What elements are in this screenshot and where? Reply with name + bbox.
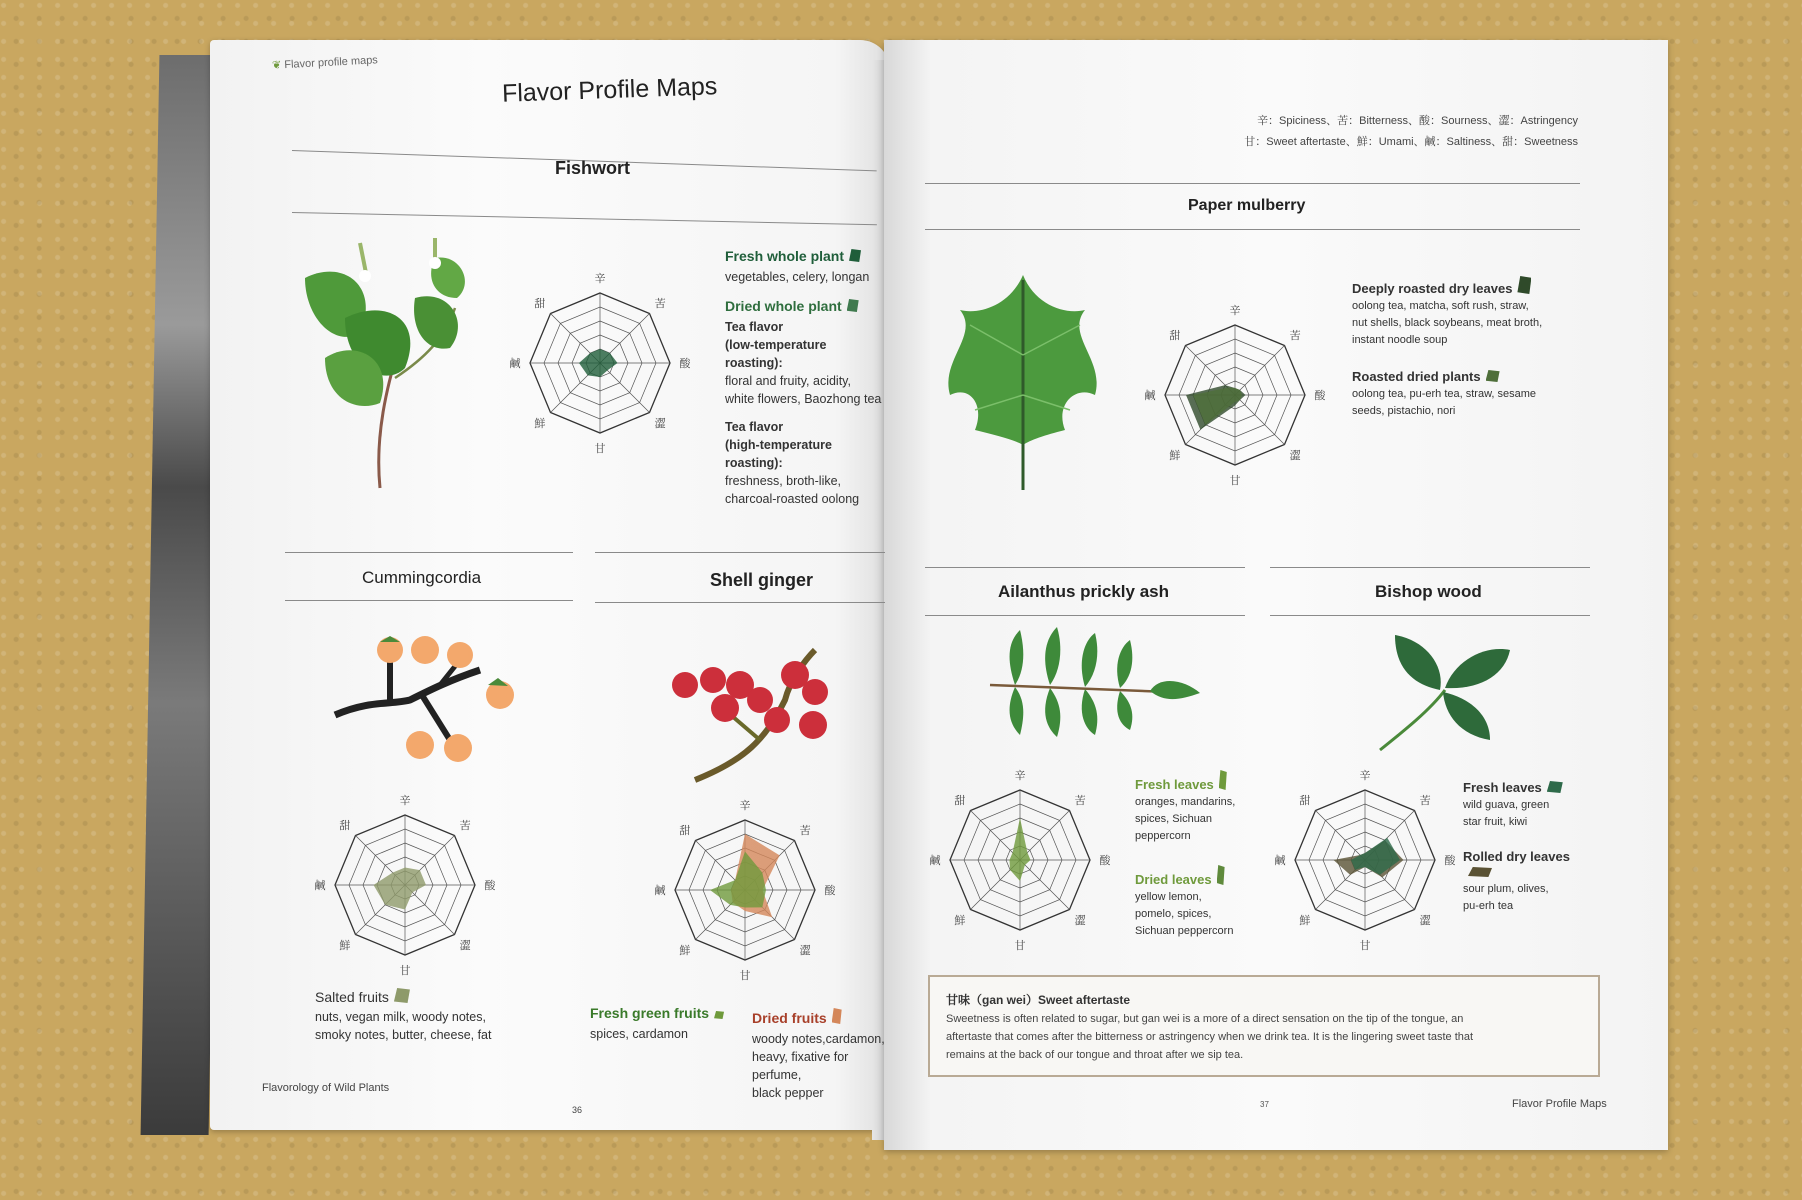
legend-note: oolong tea, pu-erh tea, straw, sesame seeds, pistachio, nori [1352,388,1537,417]
paper-mulberry-radar-chart [1145,290,1325,500]
legend-note: oranges, mandarins, spices, Sichuan peppercorn [1135,796,1236,842]
radar-axis-label: 辛 [399,794,411,807]
section-title-ailanthus: Ailanthus prickly ash [998,582,1169,601]
radar-axis-label: 辛 [739,799,751,812]
legend-item: Dried whole plant [725,298,885,314]
radar-profile-area [579,349,618,377]
radar-axis-label: 甘 [399,964,411,977]
legend-item: Roasted dried plants [1352,369,1592,384]
flavor-key-line2: 甘：Sweet aftertaste、鮮：Umami、鹹：Saltiness、甜：Sweetness [1244,136,1578,148]
radar-axis-label: 甘 [1014,939,1026,952]
legend-item: Rolled dry leaves [1463,849,1598,879]
bishop-wood-illustration [1375,630,1515,755]
legend-swatch-icon [1486,370,1500,382]
section-rule [285,552,573,553]
legend-swatch-icon [714,1011,724,1019]
section-rule [595,602,885,603]
ailanthus-legend [1135,770,1275,940]
shell-ginger-legend-fresh [590,1005,740,1043]
footer-right: Flavor Profile Maps [1512,1098,1607,1110]
radar-axis-label: 酸 [1099,854,1110,867]
legend-swatch-icon [832,1008,842,1024]
radar-axis-label: 酸 [1314,389,1325,402]
radar-axis-label: 甘 [594,442,606,455]
legend-swatch-icon [1517,276,1531,294]
section-rule [1270,567,1590,568]
radar-axis-label: 甜 [534,296,546,310]
shell-ginger-radar-chart [655,785,835,995]
radar-axis-label: 酸 [484,879,495,892]
section-rule [925,183,1580,184]
radar-axis-label: 鹹 [655,884,666,897]
radar-axis-label: 苦 [654,296,666,310]
radar-axis-label: 鮮 [679,944,691,958]
radar-axis-label: 鹹 [1145,389,1156,402]
legend-item: Fresh whole plant [725,248,885,264]
legend-swatch-icon [847,299,859,312]
legend-swatch-icon [1219,770,1227,790]
shell-ginger-legend-dried [752,1008,892,1102]
radar-axis-label: 甘 [1229,474,1241,487]
radar-axis-label: 苦 [799,823,811,837]
cummingcordia-legend [315,988,545,1044]
fishwort-legend [725,248,885,508]
fishwort-radar-chart [510,258,690,468]
page-number-left: 36 [572,1105,583,1115]
radar-axis-label: 澀 [654,417,666,431]
legend-item: Fresh leaves [1135,770,1275,792]
leaf-icon: ❦ [271,59,285,72]
radar-axis-label: 辛 [594,272,606,285]
ailanthus-radar-chart [930,755,1110,965]
legend-item: Fresh green fruits [590,1005,740,1021]
legend-note: oolong tea, matcha, soft rush, straw, nut shells, black soybeans, meat broth, instant noodle soup [1352,300,1543,346]
radar-axis-label: 鹹 [315,879,326,892]
section-title-bishop-wood: Bishop wood [1375,582,1482,601]
bishop-wood-radar-chart [1275,755,1455,965]
paper-mulberry-illustration [935,265,1110,495]
flavor-key-line1: 辛：Spiciness、苦：Bitterness、酸：Sourness、澀：Astringency [1257,115,1578,127]
legend-item: Deeply roasted dry leaves [1352,276,1592,296]
legend-item: Fresh leaves [1463,780,1598,795]
radar-axis-label: 辛 [1229,304,1241,317]
section-rule [285,600,573,601]
running-head: ❦ Flavor profile maps [271,54,379,72]
radar-axis-label: 甜 [339,818,351,832]
bishop-wood-legend [1463,780,1598,915]
radar-axis-label: 鹹 [1275,854,1286,867]
legend-swatch-icon [1217,865,1225,885]
radar-axis-label: 苦 [1074,793,1086,807]
radar-axis-label: 鮮 [954,914,966,928]
legend-note: spices, cardamon [590,1027,688,1041]
radar-axis-label: 澀 [799,944,811,958]
legend-swatch-icon [1547,781,1563,793]
legend-swatch-icon [849,249,861,262]
section-title-paper-mulberry: Paper mulberry [1188,197,1306,214]
legend-item: Salted fruits [315,988,545,1005]
radar-axis-label: 甜 [679,823,691,837]
radar-axis-label: 鮮 [1299,914,1311,928]
section-rule [925,615,1245,616]
legend-note: yellow lemon, pomelo, spices, Sichuan peppercorn [1135,891,1234,937]
shell-ginger-illustration [665,640,850,790]
radar-axis-label: 酸 [824,884,835,897]
section-rule [1270,615,1590,616]
footer-left: Flavorology of Wild Plants [262,1082,390,1094]
page-number-right: 37 [1260,1100,1269,1109]
radar-axis-label: 鹹 [510,357,521,370]
legend-note: woody notes,cardamon, heavy, fixative for perfume, black pepper [752,1032,885,1100]
legend-note: nuts, vegan milk, woody notes, smoky notes, butter, cheese, fat [315,1010,492,1042]
radar-axis-label: 鹹 [930,854,941,867]
info-box-line: aftertaste that comes after the bitterness or astringency when we drink tea. It is the lingering sweet taste that [946,1031,1474,1043]
radar-axis-label: 酸 [679,357,690,370]
radar-axis-label: 苦 [1289,328,1301,342]
legend-note: vegetables, celery, longan [725,270,870,284]
paper-mulberry-legend [1352,276,1592,420]
radar-axis-label: 辛 [1359,769,1371,782]
legend-note: sour plum, olives, pu-erh tea [1463,883,1549,912]
radar-axis-label: 甜 [1169,328,1181,342]
legend-swatch-icon [1468,867,1492,877]
radar-axis-label: 澀 [1074,914,1086,928]
radar-axis-label: 辛 [1014,769,1026,782]
legend-item: Dried leaves [1135,865,1275,887]
radar-axis-label: 澀 [1289,449,1301,463]
section-title-shell-ginger: Shell ginger [710,570,814,590]
section-rule [595,552,885,553]
cummingcordia-radar-chart [315,780,495,990]
radar-axis-label: 甜 [1299,793,1311,807]
section-rule [925,567,1245,568]
radar-axis-label: 苦 [1419,793,1431,807]
radar-axis-label: 鮮 [1169,449,1181,463]
legend-note: wild guava, green star fruit, kiwi [1463,799,1550,828]
radar-axis-label: 甜 [954,793,966,807]
info-box-sweet-aftertaste [928,975,1600,1077]
ailanthus-illustration [985,625,1205,740]
legend-swatch-icon [394,988,410,1003]
info-box-line: remains at the back of our tongue and throat after we sip tea. [946,1049,1244,1061]
page-title: Flavor Profile Maps [501,72,718,108]
radar-axis-label: 鮮 [534,417,546,431]
radar-axis-label: 澀 [459,939,471,953]
fishwort-illustration [285,238,500,493]
info-box-line: Sweetness is often related to sugar, but gan wei is a more of a direct sensation on the tip of the tongue, an [946,1013,1464,1025]
cummingcordia-illustration [330,630,530,770]
radar-axis-label: 澀 [1419,914,1431,928]
legend-note: Tea flavor (low-temperature roasting): floral and fruity, acidity, white flowers, Baozhong tea Tea flavor (high-temperature roasting): freshness, broth-like, charcoal-roasted oolong [725,320,882,506]
section-title-cummingcordia: Cummingcordia [362,568,482,587]
radar-axis-label: 鮮 [339,939,351,953]
radar-profile-area [1010,818,1031,881]
radar-axis-label: 苦 [459,818,471,832]
legend-item: Dried fruits [752,1008,892,1026]
info-box-title: 甘味（gan wei）Sweet aftertaste [946,993,1131,1007]
radar-axis-label: 甘 [1359,939,1371,952]
section-title-fishwort: Fishwort [555,158,630,178]
radar-axis-label: 酸 [1444,854,1455,867]
section-rule [925,229,1580,230]
radar-axis-label: 甘 [739,969,751,982]
